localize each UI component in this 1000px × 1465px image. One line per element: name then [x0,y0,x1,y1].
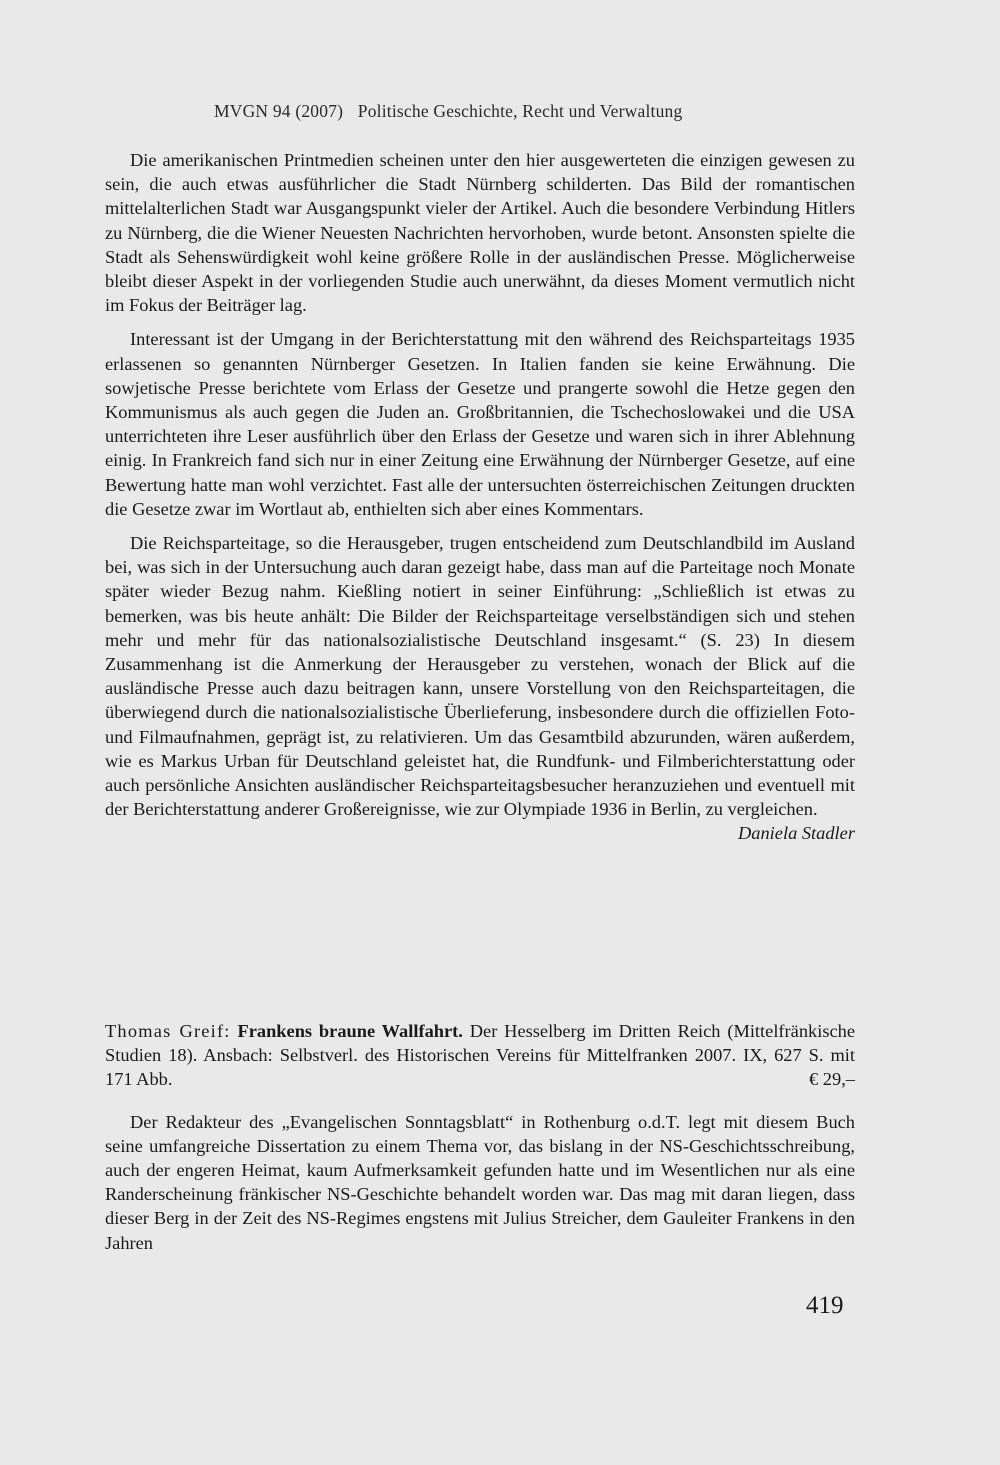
book-price: € 29,– [809,1069,855,1090]
paragraph-3-text: Die Reichsparteitage, so die Herausgeber, trugen entscheidend zum Deutschlandbild im Ausland bei, was sich in der Untersuchung auch daran gezeigt habe, dass man auf die Parteitage noch Monate später wieder Bezug nahm. Kießling notiert in seiner Einführung: „Schließlich ist etwas zu bemerken, was bis heute anhält: Die Bilder der Reichsparteitage verselbständigen sich und stehen mehr und mehr für das nationalsozialistische Deutschland insgesamt.“ (S. 23) In diesem Zusammenhang ist die Anmerkung der Herausgeber zu verstehen, wonach der Blick auf die ausländische Presse auch dazu beitragen kann, unsere Vorstellung von den Reichsparteitagen, die überwiegend durch die nationalsozialistische Überlieferung, insbesondere durch die offiziellen Foto- und Filmaufnahmen, geprägt ist, zu relativieren. Um das Gesamtbild abzurunden, wären außerdem, wie es Markus Urban für Deutschland geleistet hat, die Rundfunk- und Filmberichterstattung oder auch persönliche Ansichten ausländischer Reichsparteitagsbesucher heranzuziehen und eventuell mit der Berichterstattung anderer Großereignisse, wie zur Olympiade 1936 in Berlin, zu vergleichen. [105,533,855,820]
section-title: Politische Geschichte, Recht und Verwaltung [357,101,683,121]
bibliographic-details: Der Hesselberg im Dritten Reich (Mittelfränkische Studien 18). Ansbach: Selbstverl. des Historischen Vereins für Mittelfranken 2007. IX, 627 S. mit 171 Abb. [105,1021,856,1090]
journal-citation: MVGN 94 (2007) [214,101,344,121]
paragraph-2: Interessant ist der Umgang in der Berichterstattung mit den während des Reichsparteitags 1935 erlassenen so genannten Nürnberger Gesetzen. In Italien fanden sie keine Erwähnung. Die sowjetische Presse berichtete vom Erlass der Gesetze und prangerte sowohl die Hetze gegen den Kommunismus als auch gegen die Juden an. Großbritannien, die Tschechoslowakei und die USA unterrichteten ihre Leser ausführlich über den Erlass der Gesetze und waren sich in ihrer Ablehnung einig. In Frankreich fand sich nur in einer Zeitung eine Erwähnung der Nürnberger Gesetze, auf eine Bewertung hatte man wohl verzichtet. Fast alle der untersuchten österreichischen Zeitungen druckten die Gesetze zwar im Wortlaut ab, enthielten sich aber eines Kommentars. [105,329,855,519]
review-text: Der Redakteur des „Evangelischen Sonntagsblatt“ in Rothenburg o.d.T. legt mit diesem Buch seine umfangreiche Dissertation zu einem Thema vor, das bislang in der NS-Geschichtsschreibung, auch der engeren Heimat, kaum Aufmerksamkeit gefunden hatte und im Wesentlichen nur als eine Randerscheinung fränkischer NS-Geschichte behandelt worden war. Das mag mit daran liegen, dass dieser Berg in der Zeit des NS-Regimes engstens mit Julius Streicher, dem Gauleiter Frankens in den Jahren [105,1111,855,1253]
paragraph-1: Die amerikanischen Printmedien scheinen unter den hier ausgewerteten die einzigen gewesen zu sein, die auch etwas ausführlicher die Stadt Nürnberg schilderten. Das Bild der romantischen mittelalterlichen Stadt war Ausgangspunkt vieler der Artikel. Auch die besondere Verbindung Hitlers zu Nürnberg, die die Wiener Neuesten Nachrichten hervorhoben, wurde betont. Ansonsten spielte die Stadt als Sehenswürdigkeit wohl keine größere Rolle in der ausländischen Presse. Möglicherweise bleibt dieser Aspekt in der vorliegenden Studie auch unerwähnt, da dieses Moment vermutlich nicht im Fokus der Beiträger lag. [105,150,855,316]
book-title: Frankens braune Wallfahrt. [237,1021,463,1041]
bibliographic-entry [105,1019,855,1092]
book-review [105,1019,855,1255]
review-author: Thomas Greif: [105,1021,231,1041]
article-body [105,148,855,846]
paragraph-3 [105,531,855,844]
reviewer-signature: Daniela Stadler [738,823,855,844]
running-header [214,101,682,122]
page-number: 419 [806,1292,844,1319]
